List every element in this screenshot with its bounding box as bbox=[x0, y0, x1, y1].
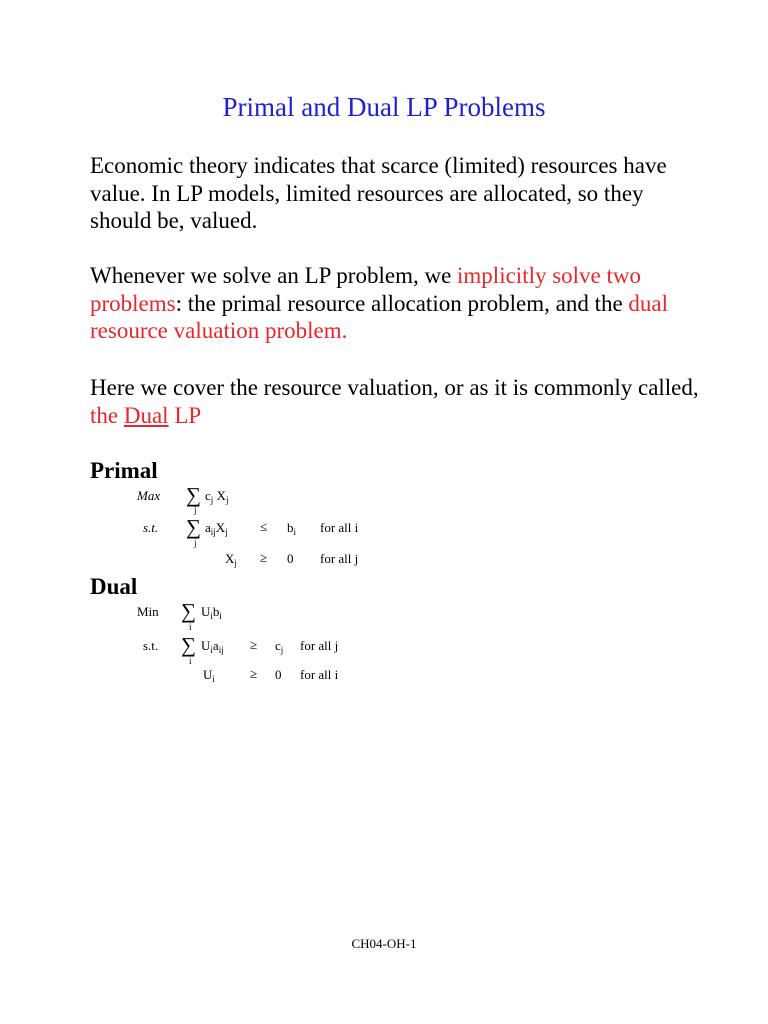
primal-constraint-rhs: $b_i$ bbox=[287, 520, 297, 537]
primal-max-label: Max bbox=[137, 488, 161, 503]
primal-ge-symbol: ≥ bbox=[260, 550, 268, 565]
primal-con-sum-index: j bbox=[194, 538, 197, 548]
primal-obj-sum-index: j bbox=[194, 505, 197, 515]
dual-heading: Dual bbox=[90, 574, 138, 599]
dual-intro-text: Here we cover the resource valuation, or as it is commonly called, bbox=[90, 375, 699, 400]
dual-obj-sum-index: i bbox=[189, 622, 192, 632]
dual-con-sum: ∑ bbox=[181, 633, 196, 657]
lp-text-2: : the primal resource allocation problem, and the bbox=[175, 290, 629, 316]
primal-nonneg-var: $X_j$ bbox=[225, 551, 237, 568]
dual-st-label: s.t. bbox=[143, 638, 159, 653]
primal-nonneg-zero: 0 bbox=[287, 551, 294, 566]
dual-ge-symbol-2: ≥ bbox=[250, 666, 258, 681]
implicitly-solve-phrase: implicitly solve two problems bbox=[90, 263, 642, 316]
dual-word-underlined: Dual bbox=[123, 402, 169, 428]
primal-obj-sum: ∑ bbox=[186, 483, 201, 507]
primal-constraint-range: for all i bbox=[320, 520, 359, 535]
primal-le-symbol: ≤ bbox=[260, 519, 268, 534]
dual-nonneg-zero: 0 bbox=[275, 667, 282, 682]
primal-con-sum: ∑ bbox=[186, 515, 201, 539]
dual-min-label: Min bbox=[137, 604, 159, 619]
dual-intro-paragraph bbox=[90, 374, 710, 429]
dual-constraint-rhs: $c_j$ bbox=[275, 638, 284, 655]
page-footer: CH04-OH-1 bbox=[351, 936, 417, 951]
intro-paragraph: Economic theory indicates that scarce (limited) resources have value. In LP models, limited resources are allocated, so they should be, valued. bbox=[90, 153, 667, 233]
dual-objective: $U_ib_i$ bbox=[201, 604, 222, 621]
page-title: Primal and Dual LP Problems bbox=[222, 92, 546, 122]
dual-constraint-range: for all j bbox=[300, 638, 339, 653]
primal-objective: $c_j$ $X_j$ bbox=[205, 488, 229, 505]
dual-obj-sum: ∑ bbox=[181, 599, 196, 623]
dual-nonneg-var: $U_i$ bbox=[203, 667, 215, 684]
primal-constraint-lhs: $a_{ij}X_j$ bbox=[205, 520, 228, 537]
dual-constraint-lhs: $U_ia_{ij}$ bbox=[201, 638, 224, 655]
primal-nonneg-range: for all j bbox=[320, 551, 359, 566]
the-word: the bbox=[90, 402, 124, 428]
dual-con-sum-index: i bbox=[189, 656, 192, 666]
dual-valuation-phrase: dual resource valuation problem. bbox=[90, 290, 669, 343]
dual-ge-symbol: ≥ bbox=[250, 637, 258, 652]
lp-word: LP bbox=[168, 402, 202, 428]
dual-nonneg-range: for all i bbox=[300, 667, 339, 682]
lp-text-1: Whenever we solve an LP problem, we bbox=[90, 263, 458, 288]
lp-paragraph bbox=[90, 262, 710, 345]
primal-st-label: s.t. bbox=[143, 520, 159, 535]
primal-heading: Primal bbox=[90, 458, 158, 483]
